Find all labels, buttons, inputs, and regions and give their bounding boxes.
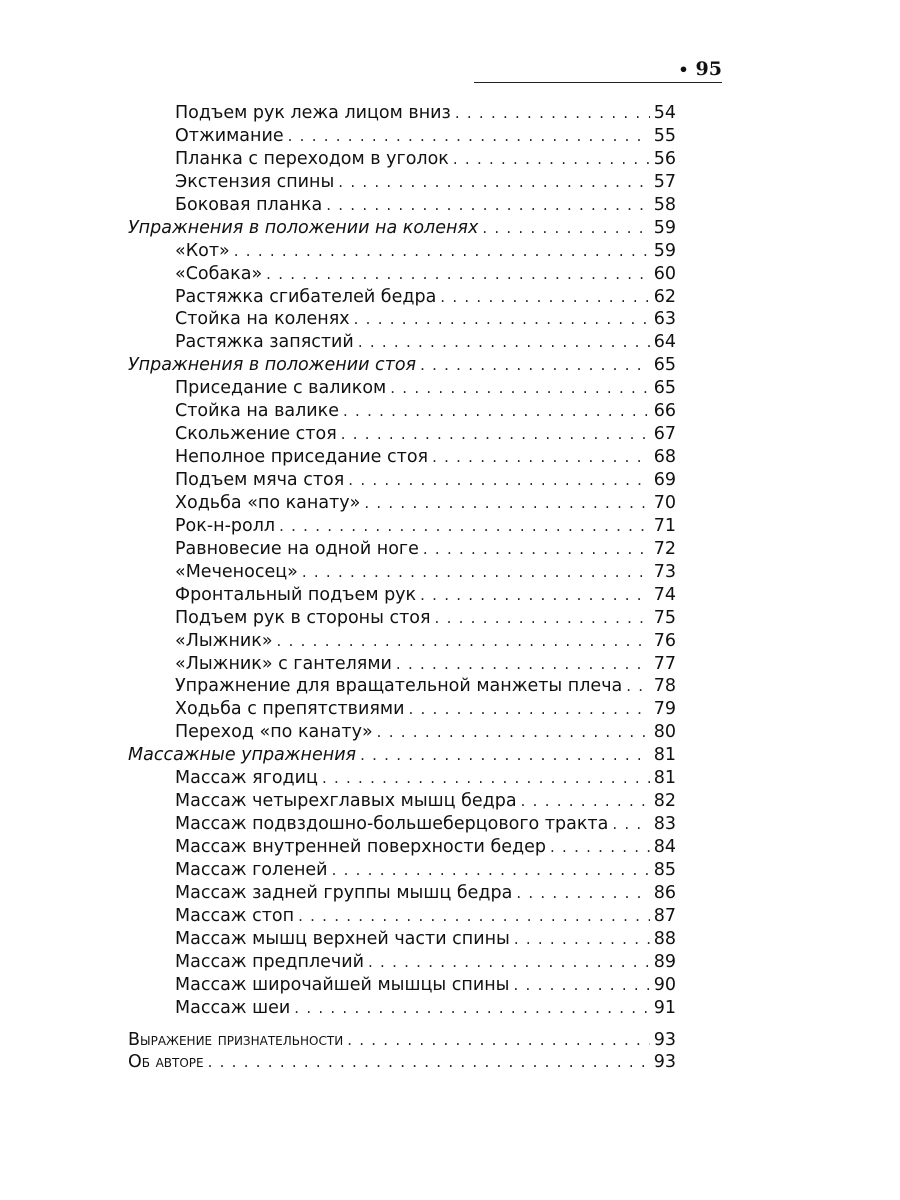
toc-entry-page-number: 60 [653, 263, 676, 284]
toc-entry-title: «Собака» [175, 263, 263, 284]
toc-entry-sub [128, 331, 676, 354]
header-rule [474, 82, 722, 83]
toc-entry-sub [128, 469, 676, 492]
dot-leader [354, 308, 650, 331]
table-of-contents [128, 102, 676, 1074]
toc-entry-title: Массаж четырехглавых мышц бедра [175, 791, 517, 812]
toc-entry-page-number: 82 [653, 791, 676, 812]
toc-entry-page-number: 74 [653, 584, 676, 605]
toc-entry-title: Подъем мяча стоя [175, 470, 345, 490]
toc-entry-page-number: 64 [653, 332, 676, 353]
toc-entry-sub [128, 561, 676, 584]
dot-leader [432, 446, 650, 469]
toc-entry-title: Планка с переходом в уголок [175, 148, 449, 169]
dot-leader [423, 538, 650, 561]
dot-leader [294, 997, 649, 1020]
dot-leader [482, 217, 649, 240]
toc-entry-page-number: 85 [653, 859, 676, 880]
toc-entry-page-number: 73 [653, 561, 676, 582]
toc-entry-title: Стойка на валике [175, 401, 340, 422]
toc-entry-sub [128, 607, 676, 630]
toc-entry-page-number: 81 [653, 745, 676, 766]
toc-entry-page-number: 65 [653, 355, 676, 376]
toc-entry-sub [128, 997, 676, 1020]
toc-entry-sub [128, 928, 676, 951]
dot-leader [338, 171, 649, 194]
toc-entry-title: Отжимание [175, 125, 284, 146]
toc-entry-page-number: 93 [653, 1052, 676, 1073]
toc-entry-page-number: 70 [653, 492, 676, 513]
toc-entry-title: Растяжка запястий [175, 332, 354, 353]
toc-entry-title: Ходьба с препятствиями [175, 699, 405, 720]
dot-leader [298, 905, 650, 928]
toc-entry-title: Массаж стоп [175, 905, 295, 926]
toc-entry-title: Массаж голеней [175, 859, 328, 880]
toc-entry-title: Массаж ягодиц [175, 768, 318, 789]
dot-leader [343, 400, 650, 423]
toc-entry-sub [128, 790, 676, 813]
dot-leader [516, 882, 649, 905]
toc-entry-sub [128, 584, 676, 607]
toc-entry-sub [128, 836, 676, 859]
dot-leader [455, 102, 650, 125]
toc-entry-page-number: 65 [653, 378, 676, 399]
toc-entry-title: Переход «по канату» [175, 722, 373, 743]
dot-leader [453, 148, 650, 171]
toc-entry-sub [128, 400, 676, 423]
toc-entry-section [128, 744, 676, 767]
toc-entry-page-number: 62 [653, 286, 676, 307]
dot-leader [550, 836, 650, 859]
toc-entry-page-number: 88 [653, 928, 676, 949]
toc-entry-title: Ходьба «по канату» [175, 492, 361, 513]
toc-entry-sub [128, 240, 676, 263]
dot-leader [326, 194, 650, 217]
toc-entry-sub [128, 653, 676, 676]
toc-entry-sub [128, 125, 676, 148]
toc-entry-title: Массаж широчайшей мышцы спины [175, 974, 510, 995]
dot-leader [208, 1051, 650, 1074]
toc-entry-title: «Лыжник» с гантелями [175, 653, 392, 674]
toc-entry-sub [128, 308, 676, 331]
dot-leader [348, 469, 649, 492]
dot-leader [377, 721, 650, 744]
dot-leader [322, 767, 650, 790]
toc-entry-page-number: 81 [653, 768, 676, 789]
dot-leader [234, 240, 650, 263]
dot-leader [341, 423, 650, 446]
toc-entry-chapter [128, 1029, 676, 1052]
page-number-value: 95 [695, 58, 722, 80]
toc-entry-title: Стойка на коленях [175, 309, 350, 330]
toc-entry-title: «Кот» [175, 240, 230, 261]
toc-entry-title: «Меченосец» [175, 561, 298, 582]
toc-entry-page-number: 86 [653, 882, 676, 903]
toc-entry-sub [128, 194, 676, 217]
toc-entry-title: Массаж подвздошно-большеберцового тракта [175, 814, 609, 835]
toc-entry-title: Массажные упражнения [128, 745, 357, 766]
toc-entry-page-number: 58 [653, 194, 676, 215]
page-number [678, 58, 722, 80]
dot-leader [364, 492, 649, 515]
dot-leader [266, 263, 650, 286]
toc-entry-sub [128, 377, 676, 400]
toc-entry-title: Упражнения в положении на коленях [128, 217, 479, 238]
dot-leader [626, 675, 649, 698]
toc-entry-title: Приседание с валиком [175, 378, 387, 399]
toc-entry-sub [128, 767, 676, 790]
toc-entry-sub [128, 492, 676, 515]
toc-entry-sub [128, 286, 676, 309]
dot-leader [302, 561, 650, 584]
dot-leader [358, 331, 650, 354]
toc-entry-page-number: 72 [653, 538, 676, 559]
toc-entry-sub [128, 515, 676, 538]
toc-entry-title: Подъем рук лежа лицом вниз [175, 103, 451, 123]
toc-entry-page-number: 80 [653, 722, 676, 743]
toc-entry-page-number: 68 [653, 447, 676, 468]
toc-entry-page-number: 71 [653, 515, 676, 536]
toc-entry-page-number: 63 [653, 309, 676, 330]
toc-entry-page-number: 69 [653, 470, 676, 490]
toc-entry-sub [128, 538, 676, 561]
toc-entry-section [128, 354, 676, 377]
dot-leader [514, 928, 650, 951]
dot-leader [390, 377, 649, 400]
toc-entry-title: Массаж мышц верхней части спины [175, 928, 510, 949]
toc-entry-title: Неполное приседание стоя [175, 447, 429, 468]
toc-entry-page-number: 79 [653, 699, 676, 720]
dot-leader [521, 790, 650, 813]
toc-entry-sub [128, 148, 676, 171]
toc-entry-title: Экстензия спины [175, 171, 335, 192]
toc-entry-sub [128, 882, 676, 905]
toc-entry-page-number: 75 [653, 607, 676, 628]
toc-entry-sub [128, 675, 676, 698]
toc-entry-title: Растяжка сгибателей бедра [175, 286, 437, 307]
dot-leader [332, 859, 650, 882]
dot-leader [360, 744, 650, 767]
toc-entry-title: Боковая планка [175, 194, 323, 215]
toc-entry-title: Равновесие на одной ноге [175, 538, 419, 559]
toc-entry-page-number: 89 [653, 951, 676, 972]
toc-entry-sub [128, 698, 676, 721]
toc-entry-page-number: 77 [653, 653, 676, 674]
toc-entry-title: Фронтальный подъем рук [175, 584, 417, 605]
toc-entry-title: Выражение признательности [128, 1029, 344, 1050]
toc-entry-title: Массаж предплечий [175, 951, 365, 972]
toc-entry-page-number: 84 [653, 837, 676, 857]
toc-entry-page-number: 59 [653, 217, 676, 238]
dot-leader [277, 630, 650, 653]
toc-entry-sub [128, 446, 676, 469]
toc-entry-sub [128, 905, 676, 928]
toc-entry-page-number: 90 [653, 974, 676, 995]
dot-leader [408, 698, 649, 721]
dot-leader [396, 653, 650, 676]
dot-leader [514, 974, 650, 997]
toc-entry-page-number: 57 [653, 171, 676, 192]
toc-entry-title: Подъем рук в стороны стоя [175, 607, 431, 628]
toc-entry-title: Массаж задней группы мышц бедра [175, 882, 513, 903]
toc-entry-title: Рок-н-ролл [175, 515, 276, 536]
toc-entry-sub [128, 859, 676, 882]
toc-entry-page-number: 78 [653, 676, 676, 697]
dot-leader [279, 515, 650, 538]
toc-entry-page-number: 67 [653, 424, 676, 445]
dot-leader [420, 354, 650, 377]
toc-entry-sub [128, 951, 676, 974]
toc-entry-title: Упражнение для вращательной манжеты плеча [175, 676, 623, 697]
toc-entry-page-number: 54 [653, 103, 676, 123]
toc-entry-sub [128, 423, 676, 446]
dot-leader [435, 607, 650, 630]
toc-entry-page-number: 59 [653, 240, 676, 261]
toc-entry-page-number: 56 [653, 148, 676, 169]
toc-entry-page-number: 55 [653, 125, 676, 146]
dot-leader [347, 1029, 650, 1052]
toc-entry-title: Упражнения в положении стоя [128, 355, 417, 376]
toc-entry-page-number: 93 [653, 1029, 676, 1050]
toc-entry-sub [128, 721, 676, 744]
toc-entry-title: Массаж внутренней поверхности бедер [175, 837, 547, 857]
dot-leader [368, 951, 650, 974]
dot-leader [612, 813, 649, 836]
toc-entry-page-number: 66 [653, 401, 676, 422]
toc-entry-title: Об авторе [128, 1052, 204, 1073]
toc-entry-page-number: 87 [653, 905, 676, 926]
page-header [0, 0, 900, 90]
toc-entry-chapter [128, 1051, 676, 1074]
toc-entry-title: Массаж шеи [175, 997, 291, 1018]
toc-entry-sub [128, 171, 676, 194]
page-number-bullet: • [678, 60, 689, 79]
toc-entry-sub [128, 813, 676, 836]
toc-entry-title: «Лыжник» [175, 630, 273, 651]
toc-entry-sub [128, 630, 676, 653]
dot-leader [288, 125, 650, 148]
toc-entry-sub [128, 974, 676, 997]
dot-leader [440, 286, 649, 309]
dot-leader [420, 584, 650, 607]
toc-entry-sub [128, 102, 676, 125]
toc-entry-section [128, 217, 676, 240]
toc-entry-page-number: 83 [653, 814, 676, 835]
toc-entry-title: Скольжение стоя [175, 424, 337, 445]
toc-entry-page-number: 91 [653, 997, 676, 1018]
toc-entry-page-number: 76 [653, 630, 676, 651]
toc-entry-sub [128, 263, 676, 286]
